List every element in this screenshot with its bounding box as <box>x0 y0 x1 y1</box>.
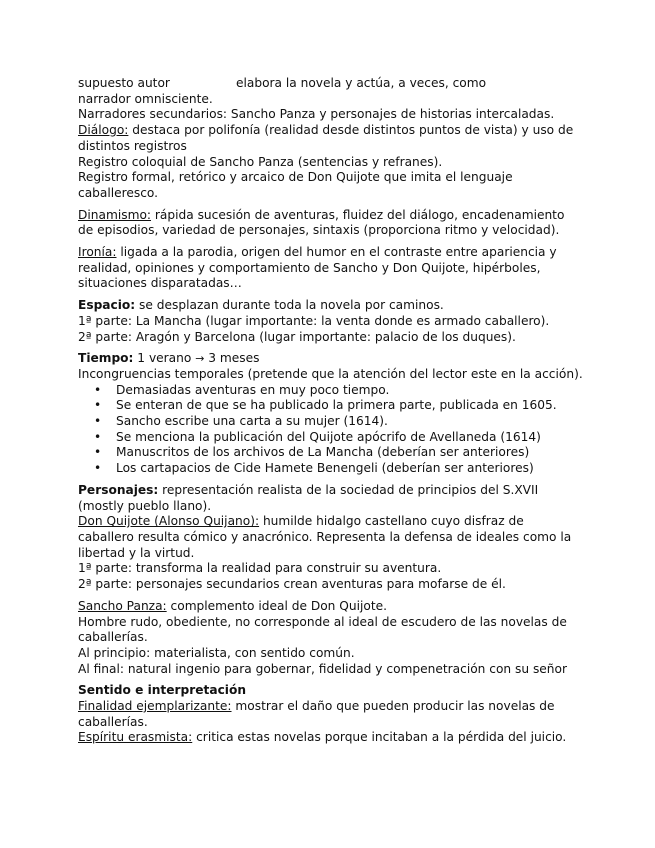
list-item: • Manuscritos de los archivos de La Mancha (deberían ser anteriores) <box>116 445 583 461</box>
sentido-heading: Sentido e interpretación <box>78 683 247 698</box>
sancho-label: Sancho Panza: <box>78 598 167 613</box>
espiritu-text: critica estas novelas porque incitaban a la pérdida del juicio. <box>192 730 567 745</box>
tiempo-heading: Tiempo: <box>78 351 134 366</box>
narradores-secundarios: Narradores secundarios: Sancho Panza y personajes de historias intercaladas. <box>78 107 555 122</box>
intro-line-2: narrador omnisciente. <box>78 91 213 106</box>
intro-elabora: elabora la novela y actúa, a veces, como <box>236 76 487 90</box>
personajes-parte-1: 1ª parte: transforma la realidad para construir su aventura. <box>78 561 442 576</box>
dinamismo-label: Dinamismo: <box>78 207 152 222</box>
personajes-text: representación realista de la sociedad de principios del S.XVII (mostly pueblo llano). <box>78 482 539 513</box>
registro-formal: Registro formal, retórico y arcaico de Don Quijote que imita el lenguaje caballeresco. <box>78 170 513 200</box>
espacio-text: se desplazan durante toda la novela por caminos. <box>135 298 444 313</box>
personajes-paragraph <box>78 483 583 514</box>
tiempo-text-b: 3 meses <box>204 351 260 366</box>
espiritu-paragraph <box>78 730 583 746</box>
dialogo-paragraph <box>78 123 583 154</box>
list-item: • Los cartapacios de Cide Hamete Benengeli (deberían ser anteriores) <box>116 461 583 477</box>
sancho-final: Al final: natural ingenio para gobernar, fidelidad y compenetración con su señor <box>78 661 567 676</box>
dinamismo-paragraph <box>78 208 583 239</box>
arrow-right-icon: → <box>195 352 205 366</box>
sancho-hombre: Hombre rudo, obediente, no corresponde al ideal de escudero de las novelas de caballerías. <box>78 614 567 645</box>
quijote-text: humilde hidalgo castellano cuyo disfraz de caballero resulta cómico y anacrónico. Representa la defensa de ideales como la libertad y la virtud. <box>78 514 572 560</box>
intro-autor: supuesto autor <box>78 76 170 90</box>
list-item: • Sancho escribe una carta a su mujer (1614). <box>116 414 583 430</box>
list-item: • Se menciona la publicación del Quijote apócrifo de Avellaneda (1614) <box>116 430 583 446</box>
personajes-heading: Personajes: <box>78 482 159 497</box>
espiritu-label: Espíritu erasmista: <box>78 730 193 745</box>
finalidad-label: Finalidad ejemplarizante: <box>78 699 232 714</box>
quijote-paragraph <box>78 514 583 561</box>
sancho-principio: Al principio: materialista, con sentido común. <box>78 645 355 660</box>
incongruencias-temporales: Incongruencias temporales (pretende que la atención del lector este en la acción). <box>78 366 583 381</box>
tiempo-paragraph <box>78 351 583 367</box>
tiempo-text-a: 1 verano <box>133 351 196 366</box>
espacio-parte-1: 1ª parte: La Mancha (lugar importante: la venta donde es armado caballero). <box>78 313 550 328</box>
espacio-parte-2: 2ª parte: Aragón y Barcelona (lugar importante: palacio de los duques). <box>78 329 516 344</box>
ironia-label: Ironía: <box>78 245 117 260</box>
tiempo-bullet-list <box>78 383 583 477</box>
registro-coloquial: Registro coloquial de Sancho Panza (sentencias y refranes). <box>78 154 443 169</box>
intro-line-1 <box>78 76 583 92</box>
list-item: • Se enteran de que se ha publicado la primera parte, publicada en 1605. <box>116 398 583 414</box>
finalidad-text: mostrar el daño que pueden producir las novelas de caballerías. <box>78 699 555 729</box>
dinamismo-text: rápida sucesión de aventuras, fluidez del diálogo, encadenamiento de episodios, variedad de personajes, sintaxis (proporciona ritmo y velocidad). <box>78 207 565 238</box>
dialogo-text: destaca por polifonía (realidad desde distintos puntos de vista) y uso de distintos registros <box>78 123 574 153</box>
sancho-text: complemento ideal de Don Quijote. <box>166 598 387 613</box>
ironia-text: ligada a la parodia, origen del humor en el contraste entre apariencia y realidad, opiniones y comportamiento de Sancho y Don Quijote, hipérboles, situaciones disparatadas… <box>78 245 557 291</box>
espacio-heading: Espacio: <box>78 298 136 313</box>
sancho-paragraph <box>78 599 583 615</box>
espacio-paragraph <box>78 298 583 314</box>
document-body <box>78 76 583 746</box>
quijote-label: Don Quijote (Alonso Quijano): <box>78 514 260 529</box>
list-item: • Demasiadas aventuras en muy poco tiempo. <box>116 383 583 399</box>
finalidad-paragraph <box>78 699 583 730</box>
dialogo-label: Diálogo: <box>78 123 129 138</box>
ironia-paragraph <box>78 245 583 292</box>
personajes-parte-2: 2ª parte: personajes secundarios crean aventuras para mofarse de él. <box>78 577 506 592</box>
